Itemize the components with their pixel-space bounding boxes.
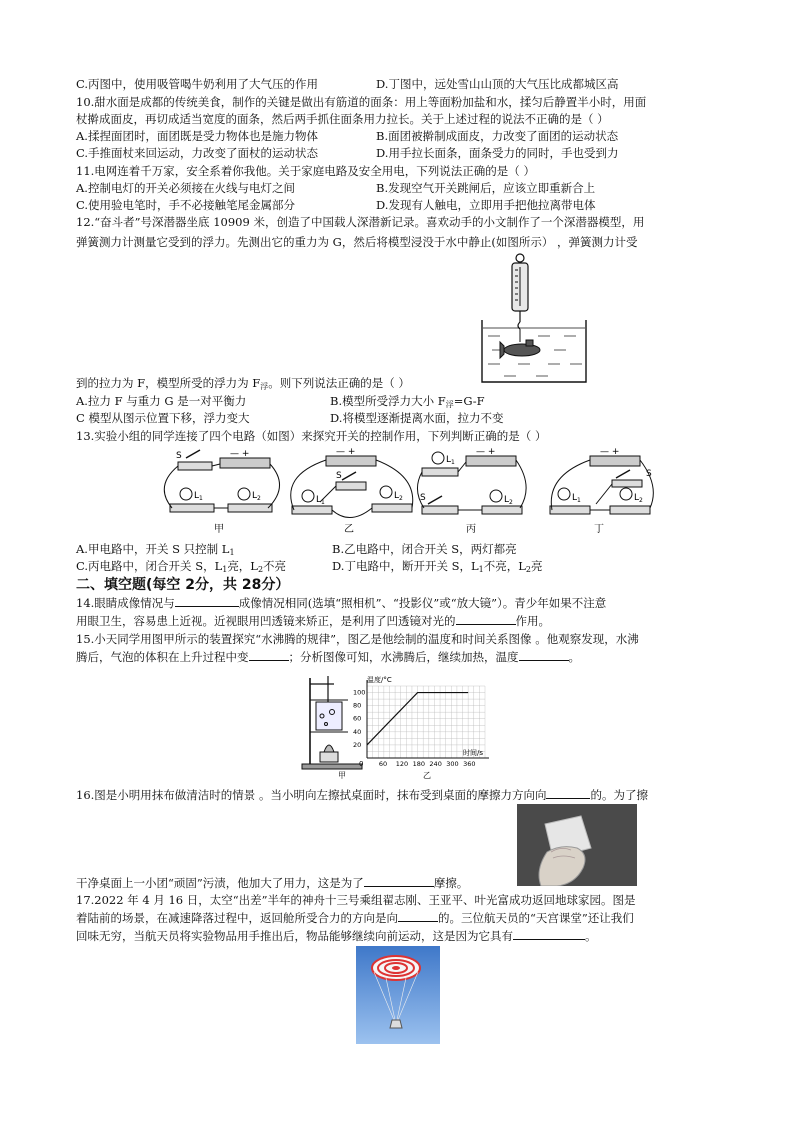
q9-option-d: D.丁图中，远处雪山山顶的大气压比成都城区高	[376, 77, 619, 91]
q10-option-a: A.揉捏面团时，面团既是受力物体也是施力物体	[76, 129, 318, 143]
q15-blank-2	[519, 660, 569, 661]
q15-stem-line2: 腾后，气泡的体积在上升过程中变 ；分析图像可知，水沸腾后，继续加热，温度 。	[76, 650, 580, 664]
q13-option-c: C.丙电路中，闭合开关 S，$L_1$亮，$L_2$不亮	[76, 559, 287, 574]
q10-option-c: C.手推面杖来回运动，力改变了面杖的运动状态	[76, 146, 319, 160]
q10-stem-line1: 10.甜水面是成都的传统美食，制作的关键是做出有筋道的面条：用上等面粉加盐和水，揉匀后静置半小时，用面	[76, 95, 647, 109]
label-ding: 丁	[594, 524, 604, 535]
q14-blank-1	[175, 606, 239, 607]
svg-text:L1: $L_1$	[446, 455, 455, 466]
svg-text:L1: $L_1$	[572, 493, 581, 504]
submarine-model	[500, 340, 540, 358]
x-tick-label: 120	[395, 760, 409, 768]
y-tick-label: 40	[353, 727, 362, 736]
q14-blank-2	[456, 624, 516, 625]
chart-ticks	[353, 689, 476, 768]
svg-text:S: S	[420, 493, 426, 503]
x-tick-label: 360	[463, 760, 476, 768]
return-capsule-parachute-photo	[356, 946, 440, 1044]
q11-option-a: A.控制电灯的开关必须接在火线与电灯之间	[76, 181, 295, 195]
q13-option-d: D.丁电路中，断开开关 S，$L_1$不亮，$L_2$亮	[332, 559, 543, 574]
svg-text:L2: $L_2$	[394, 491, 403, 502]
chart-axes	[367, 680, 489, 758]
q11-option-b: B.发现空气开关跳闸后，应该立即重新合上	[376, 181, 596, 195]
svg-text:L1: $L_1$	[316, 495, 325, 506]
parachute	[372, 956, 420, 980]
x-tick-label: 180	[412, 760, 425, 768]
q10-stem-line2: 杖擀成面皮，再切成适当宽度的面条，然后两手抓住面条用力拉长。关于上述过程的说法不正确的是（ ）	[76, 112, 609, 126]
y-tick-label: 100	[353, 688, 366, 697]
svg-text:L2: $L_2$	[252, 491, 261, 502]
y-tick-label: 80	[353, 701, 362, 710]
alcohol-lamp	[320, 752, 338, 762]
q14-stem-line1: 14.眼睛成像情况与 成像情况相同(选填“照相机”、“投影仪”或“放大镜”）。青少年如果不注意	[76, 596, 607, 610]
q12-option-b: B.模型所受浮力大小 $F_浮=G-F$	[330, 394, 485, 409]
q17-stem-line1: 17.2022 年 4 月 16 日，太空“出差”半年的神舟十三号乘组翟志刚、王亚平、叶光富成功返回地球家园。图是	[76, 893, 636, 907]
q13-option-a: A.甲电路中，开关 S 只控制 $L_1$	[76, 542, 235, 557]
label-jia: 甲	[214, 524, 224, 535]
q11-option-c: C.使用验电笔时，手不必接触笔尾金属部分	[76, 198, 296, 212]
q17-stem-line2: 着陆前的场景，在减速降落过程中，返回舱所受合力的方向是向 的。三位航天员的“天宫课堂”还让我们	[76, 911, 634, 925]
q12-stem-line3: 到的拉力为 F，模型所受的浮力为 $F_浮$。则下列说法正确的是（ ）	[76, 376, 410, 391]
svg-text:S: S	[646, 469, 652, 479]
x-tick-label: 300	[446, 760, 459, 768]
fig-label-jia: 甲	[338, 771, 346, 780]
x-tick-label: 60	[378, 760, 388, 768]
chart-xlabel: 时间/s	[463, 749, 484, 757]
q10-option-d: D.用手拉长面条，面条受力的同时，手也受到力	[376, 146, 619, 160]
q14-stem-line2: 用眼卫生，容易患上近视。近视眼用凹透镜来矫正，是利用了凹透镜对光的 作用。	[76, 614, 550, 628]
svg-text:— +: — +	[476, 447, 496, 457]
q15-blank-1	[249, 660, 289, 661]
fig-label-yi: 乙	[423, 771, 431, 780]
q13-option-b: B.乙电路中，闭合开关 S，两灯都亮	[332, 542, 517, 556]
svg-text:S: S	[176, 451, 182, 461]
q17-stem-line3: 回味无穷，当航天员将实验物品用手推出后，物品能够继续向前运动，这是因为它具有 。	[76, 929, 597, 943]
label-bing: 丙	[466, 524, 476, 535]
x-tick-label: 240	[429, 760, 442, 768]
flame	[324, 745, 334, 752]
circuit-ding	[550, 447, 653, 535]
y-tick-label: 60	[353, 714, 362, 723]
q12-option-d: D.将模型逐渐提离水面，拉力不变	[330, 411, 504, 425]
svg-text:L1: $L_1$	[194, 491, 203, 502]
q13-stem: 13.实验小组的同学连接了四个电路（如图）来探究开关的控制作用，下列判断正确的是（ ）	[76, 429, 547, 443]
svg-text:L2: $L_2$	[504, 495, 513, 506]
q16-stem-line1: 16.图是小明用抹布做清洁时的情景 。当小明向左擦拭桌面时，抹布受到桌面的摩擦力方向向 的。为了擦	[76, 788, 648, 802]
circuit-bing	[417, 447, 526, 535]
svg-text:— +: — +	[336, 447, 356, 457]
return-capsule	[390, 1020, 402, 1028]
q11-option-d: D.发现有人触电，立即用手把他拉离带电体	[376, 198, 596, 212]
spring-scale-tank-figure	[474, 250, 594, 386]
cleaning-cloth-photo	[517, 804, 637, 886]
svg-text:— +: — +	[600, 447, 620, 457]
chart-ylabel: 温度/°C	[367, 676, 392, 684]
q16-blank-2	[364, 886, 434, 887]
circuit-jia	[164, 449, 279, 535]
section-title-fill-in: 二、填空题(每空 2分，共 28分）	[76, 577, 290, 593]
q11-stem: 11.电网连着千万家，安全系着你我他。关于家庭电路及安全用电，下列说法正确的是（ ）	[76, 164, 535, 178]
q17-blank-1	[398, 921, 438, 922]
origin-label: 0	[359, 760, 364, 768]
y-tick-label: 20	[353, 740, 362, 749]
q16-stem-line2: 干净桌面上一小团“顽固”污渍，他加大了用力，这是为了 摩擦。	[76, 876, 469, 890]
circuit-yi	[291, 447, 413, 535]
label-yi: 乙	[344, 524, 354, 535]
temperature-time-chart	[345, 672, 495, 782]
q12-option-a: A.拉力 F 与重力 G 是一对平衡力	[76, 394, 247, 408]
q10-option-b: B.面团被擀制成面皮，力改变了面团的运动状态	[376, 129, 619, 143]
q17-blank-2	[513, 939, 585, 940]
q15-stem-line1: 15.小天同学用图甲所示的装置探究“水沸腾的规律”，图乙是他绘制的温度和时间关系图像 。他观察发现，水沸	[76, 632, 639, 646]
svg-text:— +: — +	[230, 449, 250, 459]
svg-text:L2: $L_2$	[634, 493, 643, 504]
four-circuits-figure	[150, 446, 660, 538]
q12-stem-line2: 弹簧测力计测量它受到的浮力。先测出它的重力为 G，然后将模型浸没于水中静止(如图所示） ，弹簧测力计受	[76, 235, 638, 249]
q16-blank-1	[546, 798, 590, 799]
q12-stem-line1: 12.“奋斗者”号深潜器坐底 10909 米，创造了中国载人深潜新记录。喜欢动手的小文制作了一个深潜器模型，用	[76, 215, 645, 229]
chart-grid	[367, 686, 485, 758]
q9-option-c: C.丙图中，使用吸管喝牛奶利用了大气压的作用	[76, 77, 319, 91]
svg-text:S: S	[336, 471, 342, 481]
q12-option-c: C 模型从图示位置下移，浮力变大	[76, 411, 250, 425]
